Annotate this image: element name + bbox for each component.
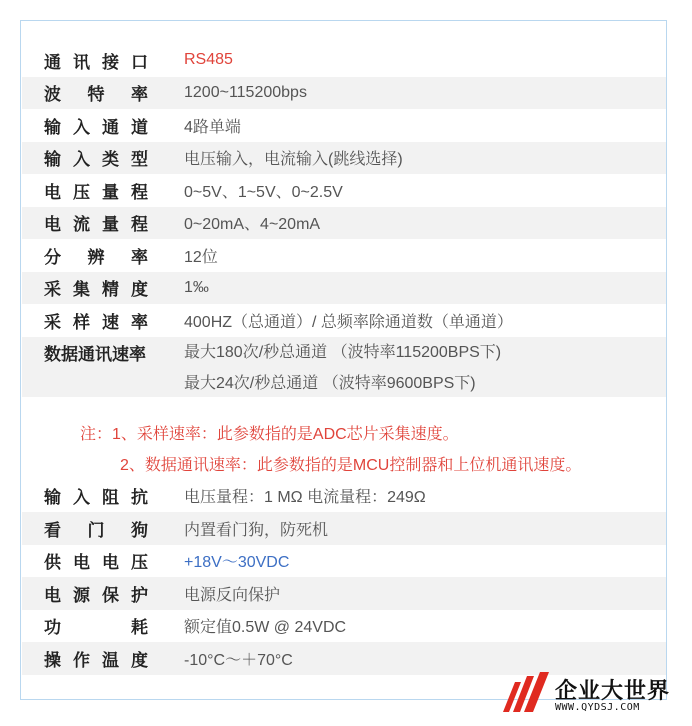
spec-value: RS485 bbox=[184, 51, 233, 69]
spec-value: 内置看门狗，防死机 bbox=[184, 521, 329, 539]
spec-row bbox=[22, 480, 666, 513]
spec-label: 数据通讯速率 bbox=[44, 345, 146, 364]
spec-label-char: 保 bbox=[102, 585, 119, 605]
spec-label-char: 供 bbox=[44, 553, 61, 573]
data-rate-value-2: 最大24次/秒总通道 （波特率9600BPS下) bbox=[184, 374, 476, 392]
spec-label-char: 类 bbox=[102, 150, 119, 170]
spec-label bbox=[44, 174, 148, 207]
spec-label-char: 作 bbox=[73, 650, 90, 670]
spec-row bbox=[22, 545, 666, 578]
spec-row bbox=[22, 304, 666, 337]
spec-label-char: 型 bbox=[131, 150, 148, 170]
spec-label-char: 门 bbox=[87, 520, 105, 540]
spec-label-char: 功 bbox=[44, 618, 61, 638]
spec-label-char: 输 bbox=[44, 150, 61, 170]
spec-value: 0~5V、1~5V、0~2.5V bbox=[184, 183, 343, 201]
spec-label-char: 通 bbox=[44, 52, 61, 72]
spec-label-char: 讯 bbox=[73, 52, 90, 72]
spec-label-char: 电 bbox=[44, 215, 61, 235]
spec-table bbox=[22, 44, 666, 675]
logo-mark-icon bbox=[497, 668, 553, 716]
spec-label-char: 压 bbox=[73, 182, 90, 202]
spec-label bbox=[44, 480, 148, 513]
spec-label-char: 入 bbox=[73, 488, 90, 508]
spec-label bbox=[44, 77, 148, 110]
spec-label-char: 温 bbox=[102, 650, 119, 670]
spec-label-char: 度 bbox=[131, 280, 148, 300]
spec-label-char: 辨 bbox=[87, 247, 105, 267]
spec-label-char: 输 bbox=[44, 488, 61, 508]
spec-value bbox=[184, 337, 501, 399]
spec-label-char: 率 bbox=[131, 85, 148, 105]
spec-value: 1‰ bbox=[184, 278, 209, 296]
spec-label-char: 电 bbox=[44, 585, 61, 605]
spec-label-char: 接 bbox=[102, 52, 119, 72]
company-logo bbox=[497, 668, 687, 718]
spec-label-char: 波 bbox=[44, 85, 61, 105]
spec-label bbox=[44, 142, 148, 175]
spec-row bbox=[22, 272, 666, 305]
spec-label bbox=[44, 272, 148, 305]
spec-label bbox=[44, 610, 148, 643]
spec-label-char: 程 bbox=[131, 215, 148, 235]
logo-name: 企业大世界 bbox=[555, 678, 671, 703]
spec-label-char: 入 bbox=[73, 150, 90, 170]
spec-label-char: 源 bbox=[73, 585, 90, 605]
spec-label-char: 通 bbox=[102, 117, 119, 137]
spec-label-char: 电 bbox=[44, 182, 61, 202]
spec-label bbox=[44, 239, 148, 272]
spec-label-char: 电 bbox=[102, 553, 119, 573]
spec-row bbox=[22, 610, 666, 643]
spec-label bbox=[44, 642, 148, 675]
spec-label bbox=[44, 577, 148, 610]
spec-label-char: 量 bbox=[102, 215, 119, 235]
spec-label-char: 道 bbox=[131, 117, 148, 137]
spec-row-data-rate bbox=[22, 337, 666, 397]
spec-row bbox=[22, 142, 666, 175]
spec-label-char: 度 bbox=[131, 650, 148, 670]
spec-label-char: 特 bbox=[87, 85, 105, 105]
spec-value: 0~20mA、4~20mA bbox=[184, 216, 321, 234]
spec-label-char: 精 bbox=[102, 280, 119, 300]
spec-row bbox=[22, 239, 666, 272]
spec-label bbox=[44, 44, 148, 77]
spec-label-char: 样 bbox=[73, 312, 90, 332]
spec-label-char: 流 bbox=[73, 215, 90, 235]
notes-block bbox=[22, 397, 666, 480]
spec-label-char: 阻 bbox=[102, 488, 119, 508]
spec-label-char: 压 bbox=[131, 553, 148, 573]
spec-row bbox=[22, 577, 666, 610]
spec-label-char: 分 bbox=[44, 247, 61, 267]
spec-row bbox=[22, 207, 666, 240]
spec-label bbox=[44, 545, 148, 578]
spec-label-char: 输 bbox=[44, 117, 61, 137]
logo-url: WWW.QYDSJ.COM bbox=[555, 702, 640, 713]
spec-value: 额定值0.5W @ 24VDC bbox=[184, 619, 347, 637]
spec-label bbox=[44, 512, 148, 545]
spec-label-char: 率 bbox=[131, 312, 148, 332]
spec-value: 1200~115200bps bbox=[184, 83, 307, 101]
note-line-1: 注：1、采样速率：此参数指的是ADC芯片采集速度。 bbox=[80, 425, 459, 443]
spec-label-char: 电 bbox=[73, 553, 90, 573]
spec-value: 电压量程：1 MΩ 电流量程：249Ω bbox=[184, 489, 426, 507]
spec-label-char: 耗 bbox=[131, 618, 148, 638]
spec-label-char: 护 bbox=[131, 585, 148, 605]
spec-label-char: 口 bbox=[131, 52, 148, 72]
spec-value: 电压输入，电流输入(跳线选择) bbox=[184, 151, 403, 169]
spec-label-char: 率 bbox=[131, 247, 148, 267]
spec-label-char: 采 bbox=[44, 280, 61, 300]
spec-row bbox=[22, 77, 666, 110]
spec-row bbox=[22, 174, 666, 207]
spec-label bbox=[44, 207, 148, 240]
spec-label-char: 速 bbox=[102, 312, 119, 332]
spec-value: 4路单端 bbox=[184, 118, 241, 136]
spec-label bbox=[44, 109, 148, 142]
spec-value: 电源反向保护 bbox=[184, 586, 281, 604]
spec-label-char: 抗 bbox=[131, 488, 148, 508]
spec-row bbox=[22, 109, 666, 142]
spec-label-char: 量 bbox=[102, 182, 119, 202]
spec-label-char: 程 bbox=[131, 182, 148, 202]
spec-label bbox=[44, 304, 148, 337]
spec-row bbox=[22, 512, 666, 545]
data-rate-value-1: 最大180次/秒总通道 （波特率115200BPS下) bbox=[184, 343, 502, 361]
note-line-2: 2、数据通讯速率：此参数指的是MCU控制器和上位机通讯速度。 bbox=[120, 456, 582, 474]
spec-label-char: 狗 bbox=[131, 520, 148, 540]
spec-label-char: 看 bbox=[44, 520, 61, 540]
spec-label-char: 集 bbox=[73, 280, 90, 300]
spec-label-char: 操 bbox=[44, 650, 61, 670]
spec-value: -10°C～＋70°C bbox=[184, 651, 293, 669]
spec-row bbox=[22, 44, 666, 77]
spec-value: +18V～30VDC bbox=[184, 554, 290, 572]
spec-value: 400HZ（总通道）/ 总频率除通道数（单通道） bbox=[184, 313, 513, 331]
spec-label-char: 入 bbox=[73, 117, 90, 137]
spec-value: 12位 bbox=[184, 248, 218, 266]
spec-label-char: 采 bbox=[44, 312, 61, 332]
